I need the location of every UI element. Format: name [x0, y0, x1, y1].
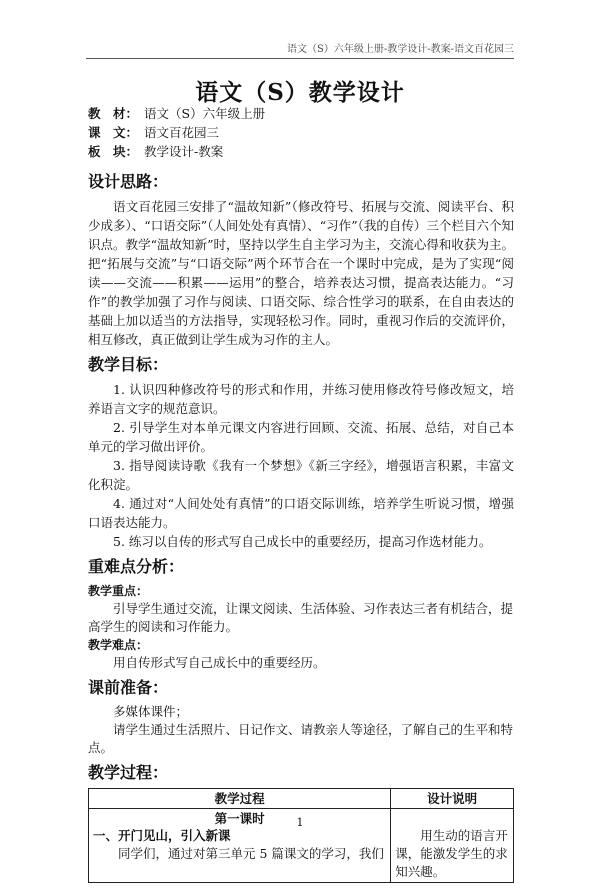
lesson-label: 第一课时 — [214, 811, 265, 826]
running-header: 语文（S）六年级上册-教学设计-教案-语文百花园三 — [86, 40, 514, 59]
focus-label: 教学重点： — [88, 584, 149, 598]
meta-row-lesson — [88, 123, 265, 142]
process-table — [88, 788, 514, 883]
section-heading: 重难点分析： — [88, 557, 185, 576]
section-heading: 教学过程： — [88, 763, 169, 782]
main-content — [88, 172, 514, 889]
column-header: 教学过程 — [89, 789, 391, 809]
meta-block — [88, 104, 265, 161]
step-title: 一、开门见山，引入新课 — [93, 828, 231, 843]
section-design-ideas — [88, 172, 514, 349]
meta-row-textbook — [88, 104, 265, 123]
design-ideas-text: 语文百花园三安排了“温故知新”（修改符号、拓展与交流、阅读平台、积少成多）、“口语交际”（人间处处有真情）、“习作”（我的自传）三个栏目六个知识点。教学“温故知新”时，坚持以学生自主学习为主，交流心得和收获为主。把“拓展与交流”与“口语交际”两个环节合在一个课时中完成，是为了实现“阅读——交流——积累——运用”的整合，培养表达习惯，提高表达能力。“习作”的教学加强了习作与阅读、口语交际、综合性学习的联系，在自由表达的基础上加以适当的方法指导，实现轻松习作。同时，重视习作后的交流评价，相互修改，真正做到让学生成为习作的主人。 — [88, 199, 514, 347]
meta-value: 语文（S）六年级上册 — [144, 106, 266, 121]
step-text: 同学们，通过对第三单元 5 篇课文的学习，我们 — [118, 846, 384, 861]
meta-key: 课 文： — [88, 125, 139, 140]
column-header: 设计说明 — [391, 789, 514, 809]
meta-key: 教 材： — [88, 106, 139, 121]
page-number: 1 — [296, 816, 304, 829]
meta-key: 板 块： — [88, 144, 139, 159]
objective-item: 1. 认识四种修改符号的形式和作用，并练习使用修改符号修改短文，培养语言文字的规范意识。 — [88, 382, 514, 416]
section-key-points — [88, 557, 514, 672]
meta-row-module — [88, 142, 265, 161]
objective-item: 2. 引导学生对本单元课文内容进行回顾、交流、拓展、总结，对自己本单元的学习做出评价。 — [88, 420, 514, 454]
section-heading: 设计思路： — [88, 172, 169, 191]
design-note: 用生动的语言开课，能激发学生的求知兴趣。 — [395, 828, 508, 879]
table-header-row — [89, 789, 514, 809]
section-heading: 教学目标： — [88, 355, 169, 374]
preparation-line: 请学生通过生活照片、日记作文、请教亲人等途径，了解自己的生平和特点。 — [88, 722, 514, 755]
section-heading: 课前准备： — [88, 678, 169, 697]
section-preparation — [88, 678, 514, 757]
meta-value: 教学设计-教案 — [144, 144, 224, 159]
page-title: 语文（S）教学设计 — [195, 79, 405, 106]
focus-text: 引导学生通过交流，让课文阅读、生活体验、习作表达三者有机结合，提高学生的阅读和习作能力。 — [88, 601, 514, 634]
preparation-line: 多媒体课件； — [113, 704, 189, 719]
objective-item: 3. 指导阅读诗歌《我有一个梦想》《新三字经》，增强语言积累，丰富文化积淀。 — [88, 458, 514, 492]
section-objectives — [88, 355, 514, 551]
difficulty-label: 教学难点： — [88, 638, 149, 652]
meta-value: 语文百花园三 — [144, 125, 220, 140]
objective-item: 4. 通过对“人间处处有真情”的口语交际训练，培养学生听说习惯，增强口语表达能力。 — [88, 496, 514, 530]
difficulty-text: 用自传形式写自己成长中的重要经历。 — [113, 655, 326, 670]
objective-item: 5. 练习以自传的形式写自己成长中的重要经历，提高习作选材能力。 — [113, 534, 492, 549]
